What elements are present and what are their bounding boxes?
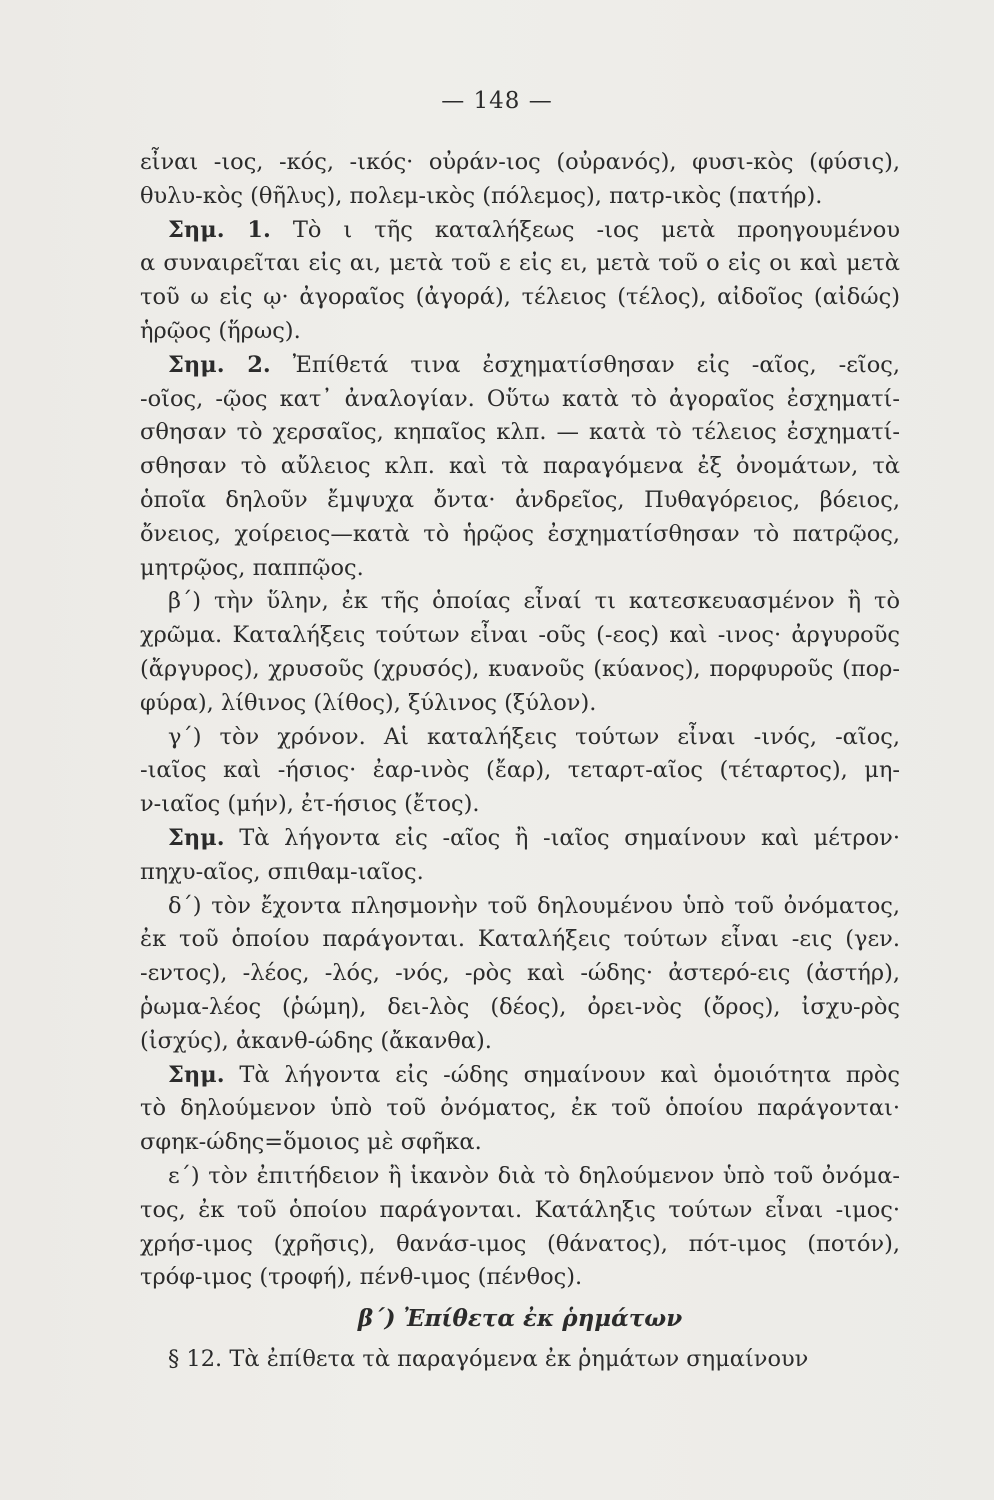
text-line (140, 180, 900, 214)
line-text: εἶναι -ιος, -κός, -ικός· οὐράν-ιος (οὐρανός), φυσι-κὸς (φύσις), (140, 149, 900, 175)
text-line (140, 856, 900, 890)
line-text: χρῶμα. Καταλήξεις τούτων εἶναι -οῦς (-εος) καὶ -ινος· ἀργυροῦς (140, 622, 900, 649)
text-line (140, 788, 900, 822)
note-label: Σημ. (168, 824, 225, 851)
line-text: ἡρῷος (ἥρως). (140, 317, 301, 344)
line-text: α συναιρεῖται εἰς αι, μετὰ τοῦ ε εἰς ει, μετὰ τοῦ ο εἰς οι καὶ μετὰ (140, 250, 900, 277)
line-text: φύρα), λίθινος (λίθος), ξύλινος (ξύλον). (140, 689, 597, 716)
text-line (140, 890, 900, 924)
text-line (140, 1228, 900, 1262)
text-line (140, 518, 900, 552)
line-text: σφηκ-ώδης=ὅμοιος μὲ σφῆκα. (140, 1129, 482, 1156)
text-line (140, 349, 900, 383)
line-text: γ΄) τὸν χρόνον. Αἱ καταλήξεις τούτων εἶναι -ινός, -αῖος, (168, 723, 900, 750)
line-text: β΄) τὴν ὕλην, ἐκ τῆς ὁποίας εἶναί τι κατεσκευασμένον ἢ τὸ (168, 588, 900, 615)
line-text: τρόφ-ιμος (τροφή), πένθ-ιμος (πένθος). (140, 1264, 583, 1291)
text-line (140, 383, 900, 417)
text-line (140, 214, 900, 248)
line-text: (ἰσχύς), ἀκανθ-ώδης (ἄκανθα). (140, 1027, 492, 1054)
line-text: σθησαν τὸ χερσαῖος, κηπαῖος κλπ. — κατὰ τὸ τέλειος ἐσχηματί- (140, 419, 900, 446)
line-text: -οῖος, -ῷος κατ᾽ ἀναλογίαν. Οὕτω κατὰ τὸ ἀγοραῖος ἐσχηματί- (140, 385, 900, 412)
line-text: ὄνειος, χοίρειος—κατὰ τὸ ἡρῷος ἐσχηματίσθησαν τὸ πατρῷος, (140, 520, 900, 547)
line-text: τος, ἐκ τοῦ ὁποίου παράγονται. Κατάληξις τούτων εἶναι -ιμος· (140, 1196, 900, 1223)
text-line (140, 991, 900, 1025)
text-line (140, 585, 900, 619)
line-text: ὁποῖα δηλοῦν ἔμψυχα ὄντα· ἀνδρεῖος, Πυθαγόρειος, βόειος, (140, 486, 900, 513)
page-number: — 148 — (441, 88, 553, 114)
paragraph-lines (140, 146, 900, 1295)
text-line (140, 1092, 900, 1126)
line-text: ε΄) τὸν ἐπιτήδειον ἢ ἱκανὸν διὰ τὸ δηλούμενον ὑπὸ τοῦ ὀνόμα- (168, 1162, 900, 1189)
text-line (140, 552, 900, 586)
line-text: -ιαῖος καὶ -ήσιος· ἐαρ-ινὸς (ἔαρ), τεταρτ-αῖος (τέταρτος), μη- (140, 757, 900, 784)
line-text: Τὰ λήγοντα εἰς -ώδης σημαίνουν καὶ ὁμοιότητα πρὸς (224, 1061, 900, 1088)
text-line (140, 822, 900, 856)
text-line (140, 247, 900, 281)
line-text: ν-ιαῖος (μήν), ἐτ-ήσιος (ἔτος). (140, 791, 480, 818)
text-line (140, 484, 900, 518)
text-line (140, 721, 900, 755)
line-text: μητρῷος, παππῷος. (140, 554, 364, 581)
line-text: τὸ δηλούμενον ὑπὸ τοῦ ὀνόματος, ἐκ τοῦ ὁποίου παράγονται· (140, 1095, 900, 1122)
text-line (140, 450, 900, 484)
text-line (140, 1160, 900, 1194)
line-text: ῥωμα-λέος (ῥώμη), δει-λὸς (δέος), ὀρει-νὸς (ὄρος), ἰσχυ-ρὸς (140, 993, 900, 1020)
text-line (140, 653, 900, 687)
text-line (140, 281, 900, 315)
section-heading: β΄) Ἐπίθετα ἐκ ῥημάτων (357, 1305, 683, 1333)
line-text: πηχυ-αῖος, σπιθαμ-ιαῖος. (140, 858, 424, 885)
line-text: (ἄργυρος), χρυσοῦς (χρυσός), κυανοῦς (κύανος), πορφυροῦς (πορ- (140, 655, 900, 682)
text-line (140, 315, 900, 349)
text-line (140, 1261, 900, 1295)
line-text: δ΄) τὸν ἔχοντα πλησμονὴν τοῦ δηλουμένου ὑπὸ τοῦ ὀνόματος, (168, 892, 900, 919)
line-text: χρήσ-ιμος (χρῆσις), θανάσ-ιμος (θάνατος), πότ-ιμος (ποτόν), (140, 1230, 900, 1257)
line-text: σθησαν τὸ αὔλειος κλπ. καὶ τὰ παραγόμενα ἐξ ὀνομάτων, τὰ (140, 453, 900, 480)
body-text (140, 146, 900, 1377)
text-line (140, 754, 900, 788)
line-text: -εντος), -λέος, -λός, -νός, -ρὸς καὶ -ώδης· ἀστερό-εις (ἀστήρ), (140, 960, 900, 987)
line-text: Τὸ ι τῆς καταλήξεως -ιος μετὰ προηγουμένου (270, 216, 900, 243)
text-line (140, 687, 900, 721)
line-text: τοῦ ω εἰς ῳ· ἀγοραῖος (ἀγορά), τέλειος (τέλος), αἰδοῖος (αἰδώς) (140, 284, 900, 311)
text-line (140, 1025, 900, 1059)
text-line (140, 1194, 900, 1228)
line-text: ἐκ τοῦ ὁποίου παράγονται. Καταλήξεις τούτων εἶναι -εις (γεν. (140, 926, 900, 953)
text-line (140, 1059, 900, 1093)
line-text: Τὰ λήγοντα εἰς -αῖος ἢ -ιαῖος σημαίνουν καὶ μέτρον· (224, 824, 900, 851)
text-line (140, 619, 900, 653)
text-line (140, 957, 900, 991)
note-label: Σημ. (168, 1061, 225, 1088)
final-line (140, 1343, 900, 1377)
line-text: θυλυ-κὸς (θῆλυς), πολεμ-ικὸς (πόλεμος), πατρ-ικὸς (πατήρ). (140, 182, 823, 209)
final-line-text: § 12. Τὰ ἐπίθετα τὰ παραγόμενα ἐκ ῥημάτων σημαίνουν (168, 1346, 809, 1373)
text-line (140, 1126, 900, 1160)
note-label: Σημ. 2. (168, 351, 271, 378)
text-line (140, 416, 900, 450)
text-line (140, 146, 900, 180)
line-text: Ἐπίθετά τινα ἐσχηματίσθησαν εἰς -αῖος, -εῖος, (270, 351, 900, 378)
note-label: Σημ. 1. (168, 216, 271, 243)
text-line (140, 923, 900, 957)
